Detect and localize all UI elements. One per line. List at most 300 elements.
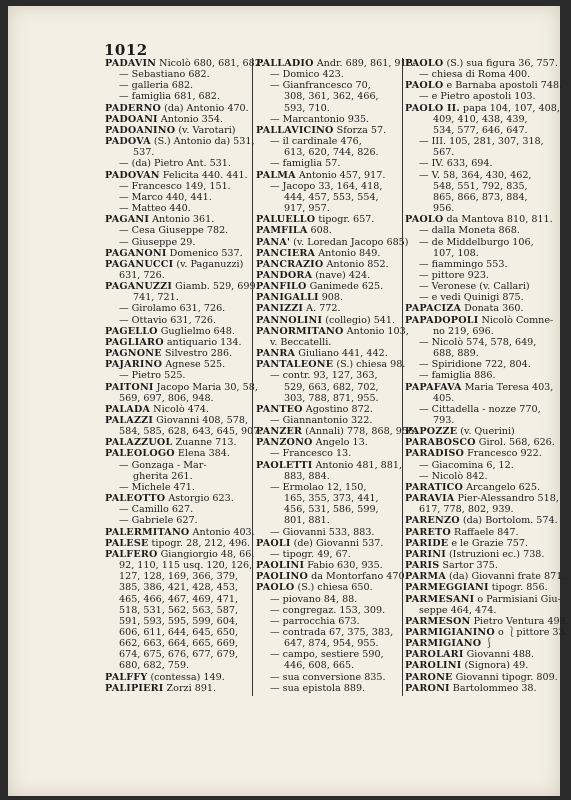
entry-heading: PAPAFAVA (405, 381, 462, 393)
entry-text: 680, 682, 759. (119, 660, 190, 672)
entry-heading: PAGLIARO (105, 336, 164, 348)
entry-heading: PARMIGIANO (405, 638, 482, 650)
entry-heading: PANORMITANO (256, 325, 344, 337)
index-entry (256, 125, 404, 136)
entry-text: 631, 726. (119, 269, 165, 281)
index-entry (405, 471, 555, 482)
entry-heading: PADERNO (105, 102, 162, 114)
index-entry (105, 158, 250, 169)
entry-text: 165, 355, 373, 441, (284, 493, 379, 505)
entry-heading: PAGANUCCI (105, 258, 174, 270)
entry-text: — Francesco 149, 151. (119, 180, 231, 192)
index-entry (405, 91, 555, 102)
index-entry (105, 616, 250, 627)
index-entry (256, 259, 404, 270)
entry-text: 534, 577, 646, 647. (433, 124, 528, 136)
entry-heading: PAROLINI (405, 660, 462, 672)
index-entry (105, 437, 250, 448)
index-entry (256, 616, 404, 627)
index-entry (256, 281, 404, 292)
index-entry (405, 214, 555, 225)
index-entry (256, 415, 404, 426)
index-entry (256, 359, 404, 370)
entry-text: — Spiridione 722, 804. (419, 359, 531, 371)
index-entry (256, 471, 404, 482)
entry-heading: PARONI (405, 682, 450, 694)
entry-text: — e vedi Quinigi 875. (419, 292, 524, 304)
entry-text: — Pietro 525. (119, 370, 186, 382)
entry-text: — III. 105, 281, 307, 318, (419, 136, 544, 148)
entry-text: — il cardinale 476, (270, 136, 362, 148)
index-entry (256, 549, 404, 560)
entry-text: — Ermolao 12, 150, (270, 481, 367, 493)
entry-text: Ganimede 625. (306, 281, 384, 293)
index-entry (405, 147, 555, 158)
entry-heading: PANNOLINI (256, 314, 323, 326)
entry-text: 567. (433, 147, 455, 159)
entry-text: Giangiorgio 48, 66, (157, 548, 255, 560)
entry-heading: PALLADIO (256, 58, 314, 69)
index-entry (405, 102, 560, 114)
entry-text: 465, 466, 467, 469, 471, (119, 593, 239, 605)
entry-text: — Jacopo 33, 164, 418, (270, 180, 383, 192)
entry-text: 883, 884. (284, 470, 330, 482)
index-entry (405, 482, 555, 493)
entry-text: Giamb. 529, 699. (172, 281, 259, 293)
entry-text: 617, 778, 802, 939. (419, 504, 514, 516)
entry-text: Agostino 872. (302, 403, 373, 415)
entry-text: Pier-Alessandro 518, (454, 493, 559, 505)
entry-text: (S.) chiesa 98. (333, 359, 406, 371)
entry-heading: PALFERO (105, 548, 158, 560)
entry-text: — Cesa Giuseppe 782. (119, 225, 229, 237)
entry-heading: PANFILO (256, 281, 307, 293)
index-entry (256, 404, 404, 415)
entry-text: — e Pietro apostoli 103. (419, 91, 536, 103)
index-entry (105, 672, 250, 683)
index-entry (105, 58, 264, 69)
entry-text: 446, 608, 665. (284, 660, 355, 672)
entry-text: tipogr. 856. (488, 582, 548, 594)
index-entry (405, 582, 555, 593)
index-entry (105, 404, 250, 415)
entry-text: Nicolò 680, 681, 682. (156, 58, 264, 69)
entry-heading: PARADISO (405, 448, 465, 460)
entry-text: — famiglia 886. (419, 370, 496, 382)
index-entry (405, 415, 555, 426)
entry-heading: PAPACIZA (405, 303, 462, 315)
index-entry (105, 248, 250, 259)
entry-text: 606, 611, 644, 645, 650, (119, 626, 239, 638)
index-entry (256, 649, 404, 660)
index-entry (105, 538, 250, 549)
index-entry (105, 448, 250, 459)
index-entry (405, 460, 555, 471)
index-entry (405, 270, 555, 281)
entry-text: — Gianfrancesco 70, (270, 80, 371, 92)
entry-heading: PARABOSCO (405, 437, 476, 449)
index-entry (256, 292, 404, 303)
entry-text: — Sebastiano 682. (119, 69, 210, 81)
entry-heading: PANA' (256, 236, 291, 248)
entry-text: Maria Teresa 403, (461, 381, 554, 393)
entry-text: 303, 788, 871, 955. (284, 392, 379, 404)
entry-text: antiquario 134. (163, 336, 242, 348)
entry-text: Astorgio 623. (165, 493, 234, 505)
entry-text: — Domico 423. (270, 69, 344, 81)
index-entry (405, 248, 555, 259)
entry-heading: PARMA (405, 571, 446, 583)
entry-text: no 219, 696. (433, 325, 494, 337)
entry-text: Nicolò 474. (150, 403, 210, 415)
entry-heading: PAROLARI (405, 649, 464, 661)
entry-text: — Giuseppe 29. (119, 236, 196, 248)
entry-heading: PAOLO (405, 58, 444, 69)
entry-text: — Giacomina 6, 12. (419, 459, 514, 471)
entry-text: — galleria 682. (119, 80, 194, 92)
entry-text: — pittore 923. (419, 269, 490, 281)
entry-heading: PAOLINO (256, 571, 309, 583)
entry-text: — Girolamo 631, 726. (119, 303, 226, 315)
index-entry (405, 615, 569, 627)
index-entry (105, 493, 250, 504)
entry-text: (Annali) 778, 868, 956. (302, 426, 418, 438)
entry-text: 647, 874, 954, 955. (284, 638, 379, 650)
entry-text: 518, 531, 562, 563, 587, (119, 604, 239, 616)
entry-heading: PARIS (405, 560, 440, 572)
entry-text: Giovanni 408, 578, (153, 415, 248, 426)
entry-heading: PALEOTTO (105, 493, 166, 505)
index-entry (256, 181, 404, 192)
entry-text: — Marco 440, 441. (119, 191, 212, 203)
index-entry (405, 69, 555, 80)
entry-text: — Ottavio 631, 726. (119, 314, 217, 326)
index-entry (105, 69, 250, 80)
index-entry (256, 248, 404, 259)
entry-text: Jacopo Maria 30, 58, (153, 381, 258, 393)
entry-text: Sforza 57. (333, 124, 387, 136)
index-entry (105, 426, 263, 438)
index-entry (256, 214, 404, 225)
index-entry (405, 237, 555, 248)
entry-text: — IV. 633, 694. (419, 158, 493, 170)
entry-heading: PAGANI (105, 214, 150, 226)
entry-heading: PALFFY (105, 671, 148, 683)
entry-text: (de) Giovanni 537. (290, 537, 384, 549)
entry-heading: PALIPIERI (105, 682, 164, 694)
index-entry (256, 270, 404, 281)
entry-heading: PAGANUZZI (105, 281, 173, 293)
index-entry (105, 103, 250, 114)
entry-heading: PARMIGIANINO (405, 626, 495, 638)
entry-heading: PANZONO (256, 437, 313, 449)
index-entry (105, 471, 250, 482)
index-entry (105, 192, 250, 203)
entry-heading: PAOLO (405, 214, 444, 226)
entry-text: Zuanne 713. (172, 437, 237, 449)
index-entry (105, 214, 250, 225)
entry-text: (Istruzioni ec.) 738. (445, 548, 545, 560)
entry-text: — Giannantonio 322. (270, 415, 373, 426)
index-entry (405, 393, 555, 404)
index-entry (256, 582, 404, 593)
entry-text: tipogr. 28, 212, 496. (148, 537, 251, 549)
book-page (8, 6, 569, 796)
entry-text: Antonio 354. (157, 113, 223, 125)
entry-text: — Nicolò 842. (419, 470, 488, 482)
index-entry (405, 359, 555, 370)
index-entry (256, 103, 404, 114)
index-entry (105, 683, 250, 694)
index-entry (405, 571, 566, 583)
index-entry (256, 158, 404, 169)
entry-text: Antonio 849. (315, 247, 381, 259)
entry-heading: PANIGALLI (256, 292, 319, 304)
entry-heading: PANTALEONE (256, 359, 334, 371)
index-entry (105, 181, 250, 192)
entry-text: (v. Loredan Jacopo 685) (290, 236, 409, 248)
index-entry (256, 605, 404, 616)
entry-text: (v. Varotari) (175, 124, 236, 136)
index-entry (105, 292, 250, 303)
entry-text: (da) Antonio 470. (161, 102, 249, 114)
entry-text: (da) Bortolom. 574. (459, 515, 558, 527)
index-entry (405, 382, 555, 393)
entry-text: (S.) Antonio da) 531, (150, 136, 255, 148)
index-entry (256, 660, 404, 671)
index-column-3 (405, 58, 569, 694)
index-entry (405, 326, 555, 337)
entry-text: 688, 889. (433, 348, 479, 360)
index-entry (405, 337, 555, 348)
entry-heading: PALESE (105, 537, 149, 549)
entry-text: 593, 710. (284, 102, 330, 114)
entry-text: — Gabriele 627. (119, 515, 198, 527)
entry-text: Girol. 568, 626. (475, 437, 555, 449)
entry-text: ⎰ (481, 638, 494, 650)
entry-heading: PANIZZI (256, 303, 304, 315)
entry-text: — V. 58, 364, 430, 462, (419, 169, 532, 181)
index-entry (105, 170, 250, 181)
entry-text: — chiesa di Roma 400. (419, 69, 531, 81)
index-entry (105, 638, 250, 649)
entry-heading: PAOLINI (256, 560, 305, 572)
index-entry (405, 426, 555, 437)
entry-text: 127, 128, 169, 366, 379, (119, 571, 239, 583)
index-entry (105, 136, 255, 148)
entry-text: Angelo 13. (312, 437, 368, 449)
entry-text: Fabio 630, 935. (304, 560, 383, 572)
index-entry (405, 527, 555, 538)
entry-text: 956. (433, 203, 455, 215)
entry-text: 865, 866, 873, 884, (433, 191, 528, 203)
index-entry (256, 448, 404, 459)
index-entry (256, 91, 404, 102)
entry-text: (collegio) 541. (322, 314, 396, 326)
index-entry (105, 326, 250, 337)
entry-text: — famiglia 57. (270, 158, 341, 170)
entry-text: seppe 464, 474. (419, 604, 497, 616)
entry-text: Nicolò Comne- (478, 314, 554, 326)
index-entry (256, 348, 404, 359)
index-entry (105, 114, 250, 125)
index-entry (405, 504, 555, 515)
entry-text: 793. (433, 415, 455, 426)
entry-heading: PALMA (256, 169, 296, 181)
entry-heading: PARINI (405, 548, 446, 560)
entry-heading: PAOLI (256, 537, 291, 549)
index-entry (405, 538, 555, 549)
entry-text: 674, 675, 676, 677, 679, (119, 649, 239, 661)
index-entry (105, 571, 250, 582)
entry-text: (contessa) 149. (147, 671, 225, 683)
index-entry (405, 181, 555, 192)
entry-text: Domenico 537. (166, 247, 243, 259)
index-entry (405, 638, 555, 649)
entry-text: Giovanni tipogr. 809. (452, 671, 558, 683)
index-entry (256, 370, 404, 381)
entry-text: Donata 360. (461, 303, 524, 315)
entry-text: (S.) sua figura 36, 757. (443, 58, 558, 69)
entry-text: (da) Giovanni frate 871. (446, 571, 566, 583)
entry-heading: PAOLO (256, 582, 295, 594)
index-entry (105, 237, 250, 248)
entry-heading: PARETO (405, 526, 451, 538)
index-entry (105, 125, 250, 136)
index-entry (256, 426, 418, 438)
entry-text: Pietro Ventura 498. (470, 615, 569, 627)
entry-heading: PANRA (256, 348, 296, 360)
entry-text: 405. (433, 392, 455, 404)
index-entry (105, 605, 250, 616)
index-entry (105, 80, 250, 91)
index-entry (105, 627, 250, 638)
index-entry (256, 58, 416, 69)
entry-text: 917, 957. (284, 203, 330, 215)
index-entry (256, 638, 404, 649)
entry-heading: PARONE (405, 671, 453, 683)
entry-text: — campo, sestiere 590, (270, 649, 384, 661)
index-entry (105, 660, 250, 671)
entry-heading: PADOANINO (105, 124, 176, 136)
entry-heading: PANTEO (256, 403, 303, 415)
entry-text: Silvestro 286. (161, 348, 233, 360)
index-column-2 (256, 58, 418, 694)
entry-text: A. 772. (303, 303, 341, 315)
entry-heading: PALAZZUOL (105, 437, 173, 449)
entry-heading: PAMFILA (256, 225, 308, 237)
entry-text: 591, 593, 595, 599, 604, (119, 615, 239, 627)
page-number: 1012 (104, 41, 148, 59)
entry-text: Antonio 403. (189, 526, 255, 538)
entry-text: — piovano 84, 88. (270, 593, 358, 605)
index-entry (405, 549, 555, 560)
entry-text: 537. (133, 147, 155, 159)
column-divider (252, 58, 253, 696)
entry-text: — (da) Pietro Ant. 531. (119, 158, 231, 170)
index-entry (405, 158, 555, 169)
entry-text: Agnese 525. (162, 359, 226, 371)
index-entry (256, 493, 404, 504)
index-entry (405, 136, 555, 147)
entry-text: 801, 881. (284, 515, 330, 527)
entry-text: (v. Querini) (457, 426, 515, 438)
index-entry (256, 147, 404, 158)
entry-text: — Francesco 13. (270, 448, 352, 460)
entry-text: o Parmisiani Giu- (474, 593, 561, 605)
index-entry (405, 515, 558, 527)
entry-heading: PARMESANI (405, 593, 475, 605)
index-entry (256, 203, 404, 214)
entry-text: 385, 386, 421, 428, 453, (119, 582, 239, 594)
entry-text: Felicita 440. 441. (159, 169, 248, 181)
entry-text: (Signora) 49. (461, 660, 529, 672)
index-entry (256, 80, 404, 91)
entry-text: e le Grazie 757. (448, 537, 529, 549)
index-entry (256, 136, 404, 147)
index-entry (405, 605, 555, 616)
entry-text: — tipogr. 49, 67. (270, 548, 351, 560)
entry-heading: PANCIERA (256, 247, 316, 259)
entry-text: e Barnaba apostoli 748. (443, 80, 563, 92)
entry-text: 529, 663, 682, 702, (284, 381, 379, 393)
entry-heading: PALEOLOGO (105, 448, 175, 460)
entry-text: — dalla Moneta 868. (419, 225, 520, 237)
index-entry (105, 649, 250, 660)
entry-heading: PAPADOPOLI (405, 314, 479, 326)
entry-heading: PAOLO (405, 80, 444, 92)
entry-heading: PANZER (256, 426, 303, 438)
index-entry (256, 538, 404, 549)
index-entry (105, 91, 250, 102)
entry-heading: PARMESON (405, 615, 471, 627)
index-entry (256, 393, 404, 404)
entry-text: da Mantova 810, 811. (443, 214, 553, 226)
entry-heading: PALERMITANO (105, 526, 190, 538)
entry-heading: PADOVA (105, 136, 151, 148)
entry-text: — Veronese (v. Callari) (419, 281, 530, 293)
index-entry (105, 337, 250, 348)
index-entry (405, 125, 555, 136)
index-entry (256, 515, 404, 526)
index-entry (256, 460, 404, 471)
index-entry (405, 348, 555, 359)
entry-text: Antonio 481, 881, (312, 459, 403, 471)
entry-text: Elena 384. (174, 448, 230, 460)
entry-text: — Nicolò 574, 578, 649, (419, 336, 537, 348)
entry-heading: PAJARINO (105, 359, 163, 371)
entry-text: gherita 261. (133, 470, 193, 482)
entry-heading: PALAZZI (105, 415, 154, 426)
index-entry (256, 192, 404, 203)
index-entry (405, 493, 559, 505)
entry-text: Antonio 852. (323, 258, 389, 270)
entry-text: 569, 697, 806, 948. (119, 392, 214, 404)
entry-text: (nave) 424. (312, 269, 371, 281)
index-column-1 (105, 58, 264, 694)
entry-text: Antonio 457, 917. (295, 169, 386, 181)
entry-heading: PAGELLO (105, 325, 158, 337)
entry-text: Raffaele 847. (450, 526, 519, 538)
index-entry (105, 225, 250, 236)
entry-text: (S.) chiesa 650. (294, 582, 373, 594)
index-entry (405, 370, 555, 381)
entry-text: Guglielmo 648. (157, 325, 235, 337)
index-entry (105, 548, 255, 560)
index-entry (105, 259, 250, 270)
index-entry (256, 437, 404, 448)
index-entry (256, 382, 404, 393)
